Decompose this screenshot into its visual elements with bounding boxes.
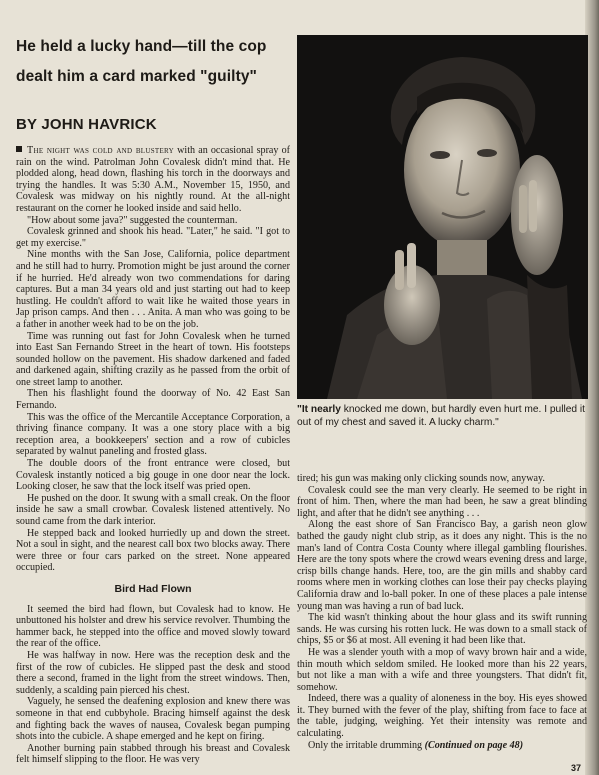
paragraph: He was halfway in now. Here was the reception desk and the first of the row of cubicles. He slipped past the desk and stood there a second, framed in the light from the street windows. Then, suddenly, a scalding pain pierced his chest.	[16, 649, 290, 696]
paragraph: He pushed on the door. It swung with a small creak. On the floor inside he saw a small crowbar. Covalesk listened attentively. No sound came from the dark interior.	[16, 492, 290, 527]
paragraph: It seemed the bird had flown, but Covalesk had to know. He unbuttoned his holster and drew his service revolver. Thumbing the hammer back, he stepped into the office and moved slowly toward the rear of the office.	[16, 603, 290, 650]
section-subhead: Bird Had Flown	[114, 582, 192, 595]
text-column-right	[297, 473, 587, 751]
portrait-photo-icon	[297, 35, 588, 399]
paragraph: This was the office of the Mercantile Acceptance Corporation, a thriving finance company. It was a one story place with a big reception area, a bookkeepers' section and a row of cubicles separated by walnut paneling and frosted glass.	[16, 411, 290, 458]
article-headline: He held a lucky hand—till the cop dealt him a card marked "guilty"	[16, 38, 267, 85]
lead-text: with an occasional spray of rain on the wind. Patrolman John Covalesk didn't mind that. He plodded along, head down, flashing his torch in the doorways and trying the handles. It was 5:30 A.M., November 15, 1950, and Covalesk was midway on his nightly round. At the all-night restaurant on the corner he looked inside and said hello.	[16, 145, 291, 214]
paragraph: Time was running out fast for John Covalesk when he turned into East San Fernando Street in the heart of town. His footsteps sounded hollow on the pavement. His shadow darkened and faded and darkened again, shifting crazily as he passed from the orbit of one street lamp to another.	[16, 330, 290, 388]
last-paragraph-text: Only the irritable drumming	[308, 739, 423, 751]
page-number: 37	[570, 763, 581, 773]
continued-link[interactable]: (Continued on page 48)	[424, 739, 524, 751]
caption-lead: "It nearly	[297, 404, 341, 415]
photo-caption	[297, 404, 587, 429]
text-column-left	[16, 145, 290, 766]
caption-text: knocked me down, but hardly even hurt me. I pulled it out of my chest and saved it. A lucky charm."	[297, 404, 585, 428]
paragraph: Indeed, there was a quality of aloneness in the boy. His eyes showed it. They burned with the fever of the play, shifting from face to face at the table, judging, weighing. Yet their intensity was remote and calculating.	[297, 693, 587, 740]
paragraph: The double doors of the front entrance were closed, but Covalesk instantly noticed a big gouge in one door near the lock. Looking closer, he saw that the lock itself was pried open.	[16, 458, 290, 493]
lead-paragraph	[16, 145, 290, 215]
paragraph: Along the east shore of San Francisco Bay, a garish neon glow bathed the gaudy night club strip, as it does any night. This is the no man's land of Contra Costa County where illegal gambling flourishes. Here are the tony spots where the crowd wears evening dress and large, crisp bills change hands. Here, too, are the gin mills and shabby card rooms where men in working clothes can lose their pay checks playing California draw and lo-ball poker. In one of these places a pale intense young man was having a run of bad luck.	[297, 519, 587, 612]
lead-caps: The night was cold and blustery	[27, 145, 174, 156]
portrait-photo	[297, 35, 588, 399]
paragraph: Vaguely, he sensed the deafening explosion and knew there was someone in that end cubbyhole. Bracing himself against the desk and fighting back the waves of nausea, Covalesk began pumping shots into the cubicle. A shape emerged and he kept on firing.	[16, 696, 290, 743]
paragraph: He stepped back and looked hurriedly up and down the street. Not a soul in sight, and the nearest call box two blocks away. There were three or four cars parked on the street. None appeared occupied.	[16, 527, 290, 574]
article-byline: BY JOHN HAVRICK	[16, 116, 157, 133]
paragraph: Covalesk could see the man very clearly. He seemed to be right in front of him. Then, where the man had been, he saw a great blinding light, and after that he didn't see anything . . .	[297, 484, 587, 519]
paragraph: The kid wasn't thinking about the hour glass and its swift running sands. He was cursing his rotten luck. He was down to a small stack of chips, $5 or $6 at most. All evening it had been like that.	[297, 612, 587, 647]
paragraph: Then his flashlight found the doorway of No. 42 East San Fernando.	[16, 388, 290, 412]
square-bullet-icon	[16, 146, 22, 152]
paragraph: Another burning pain stabbed through his breast and Covalesk felt himself slipping to the floor. He was very	[16, 742, 290, 766]
paragraph: He was a slender youth with a mop of wavy brown hair and a wide, thin mouth which seldom smiled. He looked more than his 22 years, but not like a man with a wife and three youngsters. That didn't fit, somehow.	[297, 646, 587, 693]
paragraph: tired; his gun was making only clicking sounds now, anyway.	[297, 473, 545, 484]
paragraph: Covalesk grinned and shook his head. "Later," he said. "I got to get my exercise."	[16, 226, 290, 249]
paragraph	[297, 740, 587, 752]
paragraph: Nine months with the San Jose, California, police department and he still had to hurry. Promotion might be just around the corner if he hurried. He'd already won two commendations for daring captures. But a man 34 years old and just starting out had to keep hustling. He couldn't afford to wait like he waited those years in Jap prison camps. And then . . . Anita. A man who was going to be a father in another week had to be on the job.	[16, 249, 290, 330]
paragraph: "How about some java?" suggested the counterman.	[27, 214, 238, 226]
